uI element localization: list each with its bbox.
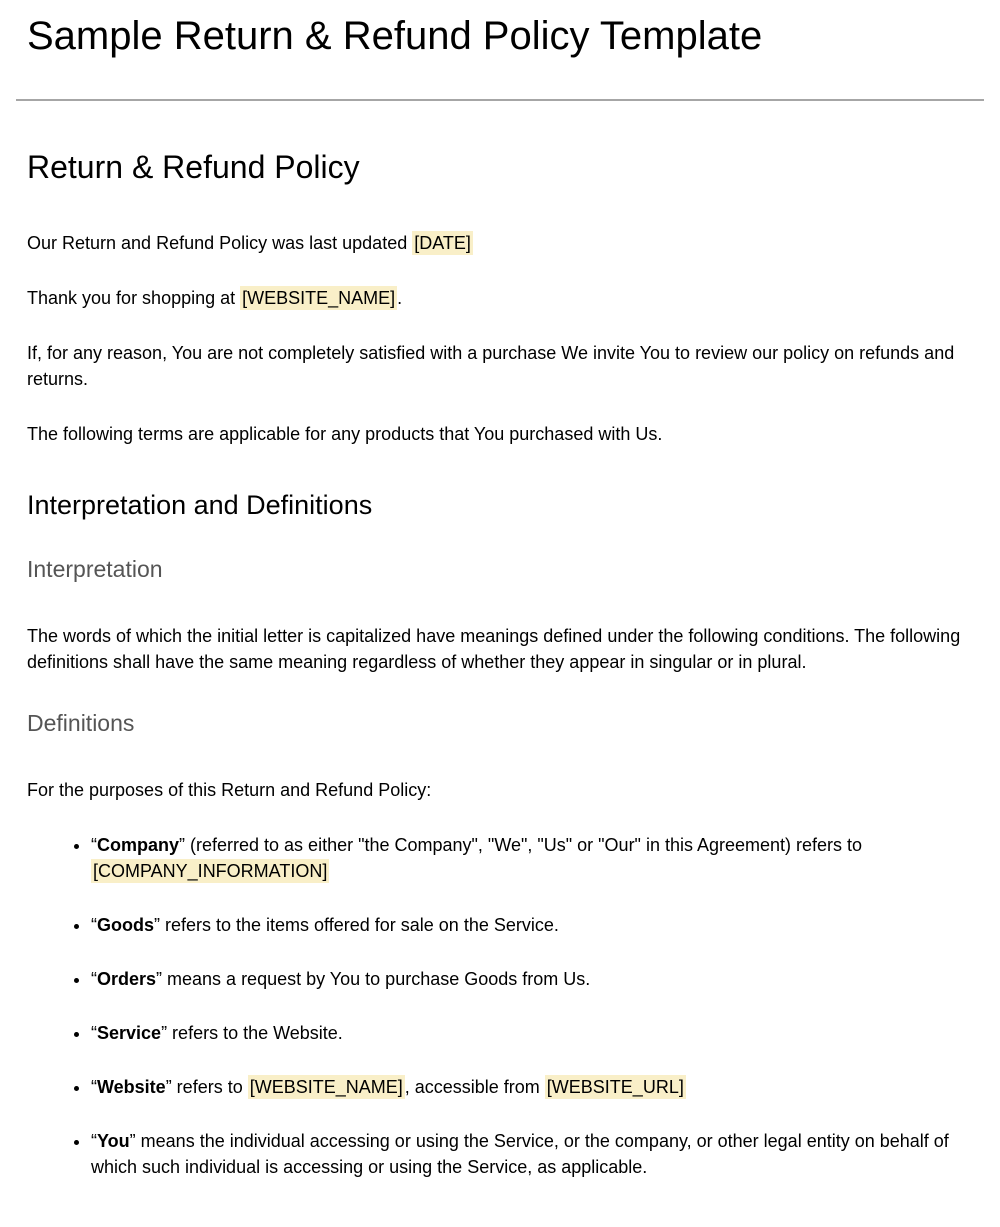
- placeholder-highlight: [WEBSITE_URL]: [546, 1077, 684, 1097]
- placeholder-highlight: [WEBSITE_NAME]: [242, 288, 396, 308]
- term: Company: [97, 835, 180, 855]
- term: You: [97, 1131, 130, 1151]
- text-run: ” (referred to as either "the Company", "We", "Us" or "Our" in this Agreement) refers to: [179, 835, 863, 855]
- text-run: “: [91, 1023, 97, 1043]
- text-run: Thank you for shopping at: [27, 288, 241, 308]
- definitions-list: [27, 832, 973, 1180]
- section-title: Interpretation and Definitions: [27, 490, 373, 520]
- text-run: Our Return and Refund Policy was last updated: [27, 233, 413, 253]
- term: Service: [97, 1023, 162, 1043]
- text-run: “: [91, 1131, 97, 1151]
- page-title: Sample Return & Refund Policy Template: [27, 14, 763, 58]
- text-run: For the purposes of this Return and Refund Policy:: [27, 780, 432, 800]
- definition-item: [91, 1020, 973, 1046]
- definition-item: [91, 832, 973, 884]
- text-run: ” refers to the Website.: [161, 1023, 343, 1043]
- paragraph: [27, 230, 973, 256]
- paragraph: [27, 777, 973, 803]
- text-run: The words of which the initial letter is capitalized have meanings defined under the following conditions. The following definitions shall have the same meaning regardless of whether they appear in singular or in plural.: [27, 626, 961, 672]
- text-run: The following terms are applicable for any products that You purchased with Us.: [27, 424, 663, 444]
- definition-item: [91, 966, 973, 992]
- text-run: If, for any reason, You are not completely satisfied with a purchase We invite You to review our policy on refunds and returns.: [27, 343, 955, 389]
- text-run: ” means the individual accessing or using the Service, or the company, or other legal entity on behalf of which such individual is accessing or using the Service, as applicable.: [91, 1131, 949, 1177]
- text-run: “: [91, 1077, 97, 1097]
- text-run: ” refers to: [165, 1077, 248, 1097]
- text-run: “: [91, 915, 97, 935]
- definition-item: [91, 1074, 973, 1100]
- text-run: “: [91, 835, 97, 855]
- paragraph: [27, 421, 973, 447]
- divider: [16, 99, 984, 101]
- placeholder-highlight: [COMPANY_INFORMATION]: [93, 861, 328, 881]
- term: Orders: [97, 969, 157, 989]
- subsection-title: Definitions: [27, 710, 135, 736]
- text-run: .: [397, 288, 403, 308]
- text-run: “: [91, 969, 97, 989]
- term: Goods: [97, 915, 154, 935]
- paragraph: [27, 340, 973, 392]
- paragraph: [27, 285, 973, 311]
- text-run: , accessible from: [404, 1077, 545, 1097]
- definition-item: [91, 1128, 973, 1180]
- definition-item: [91, 912, 973, 938]
- document-body: [27, 148, 973, 1180]
- text-run: ” refers to the items offered for sale on the Service.: [154, 915, 559, 935]
- paragraph: [27, 623, 973, 675]
- policy-title: Return & Refund Policy: [27, 149, 360, 185]
- term: Website: [97, 1077, 166, 1097]
- subsection-title: Interpretation: [27, 556, 163, 582]
- placeholder-highlight: [DATE]: [414, 233, 471, 253]
- placeholder-highlight: [WEBSITE_NAME]: [249, 1077, 403, 1097]
- text-run: ” means a request by You to purchase Goods from Us.: [156, 969, 591, 989]
